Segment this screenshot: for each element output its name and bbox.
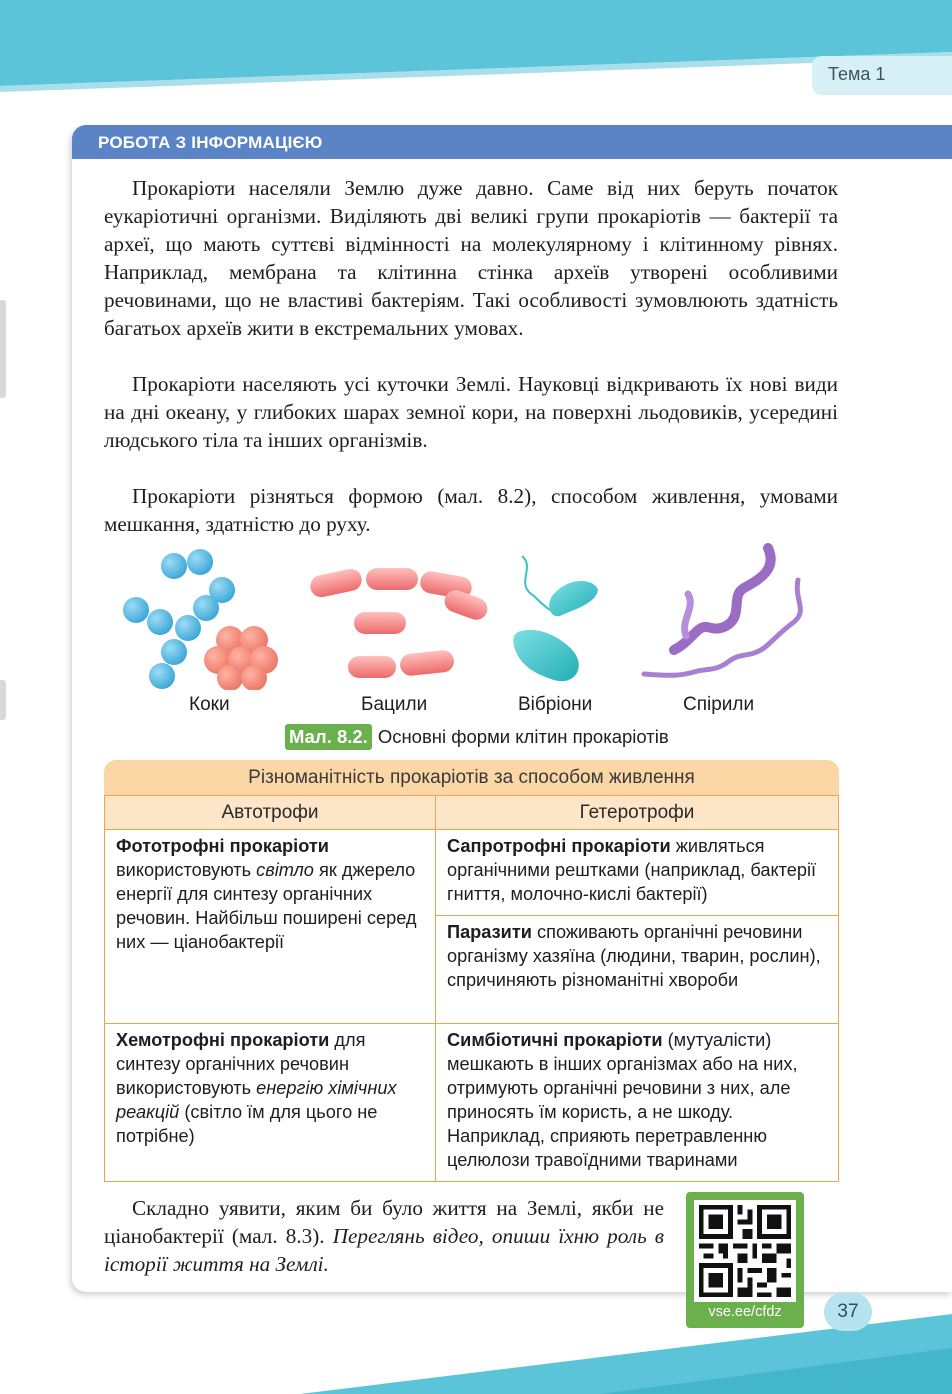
page-number: 37 — [824, 1293, 872, 1331]
bottom-decorative-band — [0, 1290, 952, 1394]
cell-saprotrophs: Сапротрофні прокаріоти живляться органічними рештками (наприклад, бактерії гниття, молочно-кислі бактерії) — [436, 830, 839, 916]
cell-parasites: Паразити споживають органічні речовини організму хазяїна (людини, тварин, рослин), спричиняють різноманітні хвороби — [436, 916, 839, 1024]
left-margin-mark — [0, 680, 6, 720]
cocci-icon — [123, 549, 278, 690]
left-margin-mark — [0, 300, 6, 398]
bacilli-icon — [308, 567, 490, 678]
label-bacilli: Бацили — [361, 694, 428, 715]
qr-code-link[interactable] — [686, 1192, 804, 1328]
topic-tab[interactable]: Тема 1 — [812, 56, 952, 95]
paragraph-3: Прокаріоти різняться формою (мал. 8.2), способом живлення, умовами мешкання, здатністю до руху. — [104, 484, 838, 536]
vibrios-icon — [513, 556, 598, 681]
qr-url[interactable]: vse.ee/cfdz — [708, 1304, 782, 1320]
top-decorative-band — [0, 0, 952, 120]
cell-phototrophs: Фототрофні прокаріоти використовують світло як джерело енергії для синтезу органічних речовин. Найбільш поширені серед них — ціанобактерії — [105, 830, 436, 1024]
section-header: РОБОТА З ІНФОРМАЦІЄЮ — [72, 125, 952, 159]
nutrition-table — [104, 795, 839, 1182]
table-title: Різноманітність прокаріотів за способом живлення — [104, 760, 839, 795]
figure-caption-text: Основні форми клітин прокаріотів — [377, 726, 669, 747]
cell-symbiotic: Симбіотичні прокаріоти (мутуалісти) мешкають в інших організмах або на них, отримують органічні речовини з них, але приносять їм користь, а не шкоду. Наприклад, сприяють перетравленню целюлози травоїдними тваринами — [436, 1024, 839, 1182]
spirilla-icon — [644, 548, 800, 675]
label-vibrios: Вібріони — [518, 694, 593, 715]
label-spirilla: Спірили — [683, 694, 755, 715]
prokaryote-shapes-illustration — [104, 540, 838, 690]
column-header-autotrophs: Автотрофи — [105, 796, 436, 830]
paragraph-1: Прокаріоти населяли Землю дуже давно. Саме від них беруть початок еукаріотичні організми. Виділяють дві великі групи прокаріотів — бактерії та археї, що мають суттєві відмінності на молекулярному і клітинному рівнях. Наприклад, мембрана та клітинна стінка археїв утворені особливими речовинами, що не властиві бактеріям. Такі особливості зумовлюють здатність багатьох археїв жити в екстремальних умовах. — [104, 176, 838, 340]
paragraph-4: Складно уявити, яким би було життя на Землі, якби не ціанобактерії (мал. 8.3). Переглянь відео, опиши їхню роль в історії життя на Землі. — [104, 1196, 664, 1276]
label-cocci: Коки — [189, 694, 230, 715]
qr-code-icon — [694, 1200, 796, 1302]
paragraph-2: Прокаріоти населяють усі куточки Землі. Науковці відкривають їх нові види на дні океану, у глибоких шарах земної кори, на поверхні льодовиків, усередині людського тіла та інших організмів. — [104, 372, 838, 452]
figure-caption — [285, 724, 669, 750]
figure-caption-tag: Мал. 8.2. — [285, 724, 372, 750]
column-header-heterotrophs: Гетеротрофи — [436, 796, 839, 830]
cell-chemotrophs: Хемотрофні прокаріоти для синтезу органічних речовин використовують енергію хімічних реакцій (світло їм для цього не потрібне) — [105, 1024, 436, 1182]
